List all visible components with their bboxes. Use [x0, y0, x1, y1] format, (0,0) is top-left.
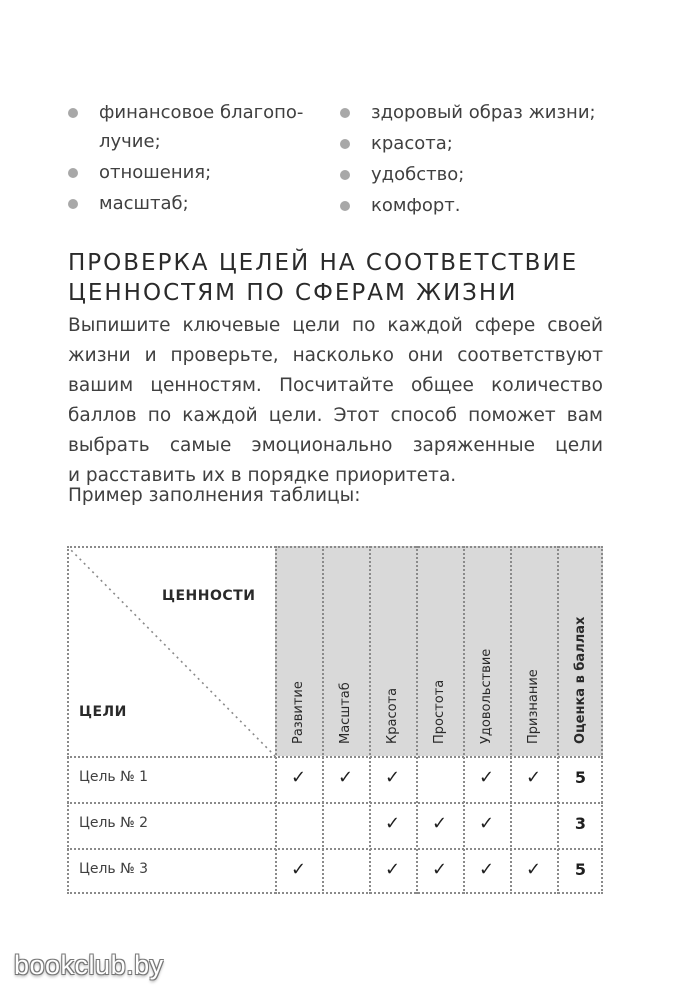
column-header: [463, 546, 510, 756]
diagonal-divider: [67, 546, 275, 756]
column-header: [322, 546, 369, 756]
bullet-text: отношения;: [99, 162, 212, 183]
check-mark-icon: ✓: [478, 813, 495, 834]
values-table: [67, 546, 603, 894]
bullet-text: красота;: [371, 133, 453, 154]
paragraph-line: Выпишите ключевые цели по каждой сфере своей: [68, 315, 603, 336]
check-mark-icon: ✓: [384, 767, 401, 788]
bullet-item: [340, 98, 596, 127]
grid-line: [67, 802, 603, 804]
check-mark-icon: ✓: [384, 859, 401, 880]
column-header-text: Красота: [384, 687, 400, 744]
column-header-text: Развитие: [290, 681, 306, 744]
check-mark-icon: ✓: [290, 859, 307, 880]
column-header-text: Удовольствие: [478, 648, 494, 744]
score-cell: 5: [574, 768, 587, 787]
grid-line: [67, 546, 603, 548]
bullet-dot-icon: [340, 170, 350, 180]
watermark-logo: bookclub.by: [14, 950, 164, 980]
bullet-text: удобство;: [371, 164, 465, 185]
check-mark-icon: ✓: [525, 859, 542, 880]
check-mark-icon: ✓: [478, 767, 495, 788]
goals-corner-label: ЦЕЛИ: [79, 704, 127, 720]
grid-line: [463, 546, 465, 894]
paragraph-line: баллов по каждой цели. Этот способ поможет вам: [68, 405, 603, 426]
bullet-dot-icon: [340, 201, 350, 211]
row-label: Цель № 1: [79, 769, 149, 785]
bullet-item: [340, 191, 596, 220]
row-label: Цель № 3: [79, 861, 149, 877]
bullet-item: [68, 98, 303, 156]
column-header-text: Оценка в баллах: [572, 616, 588, 744]
paragraph-line: вашим ценностям. Посчитайте общее количество: [68, 375, 603, 396]
grid-line: [67, 848, 603, 850]
bullet-text: лучие;: [99, 131, 161, 152]
grid-line: [601, 546, 603, 894]
grid-line: [67, 546, 69, 894]
bullet-dot-icon: [68, 199, 78, 209]
column-header: [369, 546, 416, 756]
bullet-text: финансовое благопо-: [99, 102, 304, 123]
bullet-text: комфорт.: [371, 195, 461, 216]
bullet-dot-icon: [340, 108, 350, 118]
column-header-score: [557, 546, 604, 756]
bullet-dot-icon: [68, 168, 78, 178]
score-cell: 3: [574, 814, 587, 833]
grid-line: [67, 892, 603, 894]
bullet-item: [68, 189, 303, 218]
column-header: [275, 546, 322, 756]
bullet-item: [68, 158, 303, 187]
grid-line: [510, 546, 512, 894]
bullet-text: масштаб;: [99, 193, 189, 214]
score-cell: 5: [574, 860, 587, 879]
grid-line: [369, 546, 371, 894]
grid-line: [416, 546, 418, 894]
grid-line: [275, 546, 277, 894]
check-mark-icon: ✓: [431, 859, 448, 880]
grid-line: [322, 546, 324, 894]
bullet-dot-icon: [68, 108, 78, 118]
paragraph-line: жизни и проверьте, насколько они соответствуют: [68, 345, 603, 366]
heading-line: ПРОВЕРКА ЦЕЛЕЙ НА СООТВЕТСТВИЕ: [68, 250, 579, 276]
bullet-item: [340, 129, 596, 158]
grid-line: [67, 756, 603, 758]
bullet-text: здоровый образ жизни;: [371, 102, 596, 123]
column-header: [510, 546, 557, 756]
bullet-dot-icon: [340, 139, 350, 149]
heading-line: ЦЕННОСТЯМ ПО СФЕРАМ ЖИЗНИ: [68, 280, 518, 306]
check-mark-icon: ✓: [384, 813, 401, 834]
row-label: Цель № 2: [79, 815, 149, 831]
column-header-text: Простота: [431, 679, 447, 744]
check-mark-icon: ✓: [431, 813, 448, 834]
check-mark-icon: ✓: [525, 767, 542, 788]
paragraph-line: и расставить их в порядке приоритета.: [68, 465, 457, 486]
column-header-text: Масштаб: [337, 682, 353, 744]
body-paragraph: [68, 311, 603, 491]
bullet-item: [340, 160, 596, 189]
values-corner-label: ЦЕННОСТИ: [162, 588, 256, 604]
grid-line: [557, 546, 559, 894]
column-header-text: Признание: [525, 669, 541, 744]
section-heading: [68, 248, 668, 308]
paragraph-line: выбрать самые эмоционально заряженные цели: [68, 435, 603, 456]
bullet-list-right: [340, 98, 596, 220]
check-mark-icon: ✓: [337, 767, 354, 788]
example-label: Пример заполнения таблицы:: [68, 485, 361, 506]
check-mark-icon: ✓: [290, 767, 307, 788]
bullet-list-left: [68, 98, 303, 218]
check-mark-icon: ✓: [478, 859, 495, 880]
column-header: [416, 546, 463, 756]
